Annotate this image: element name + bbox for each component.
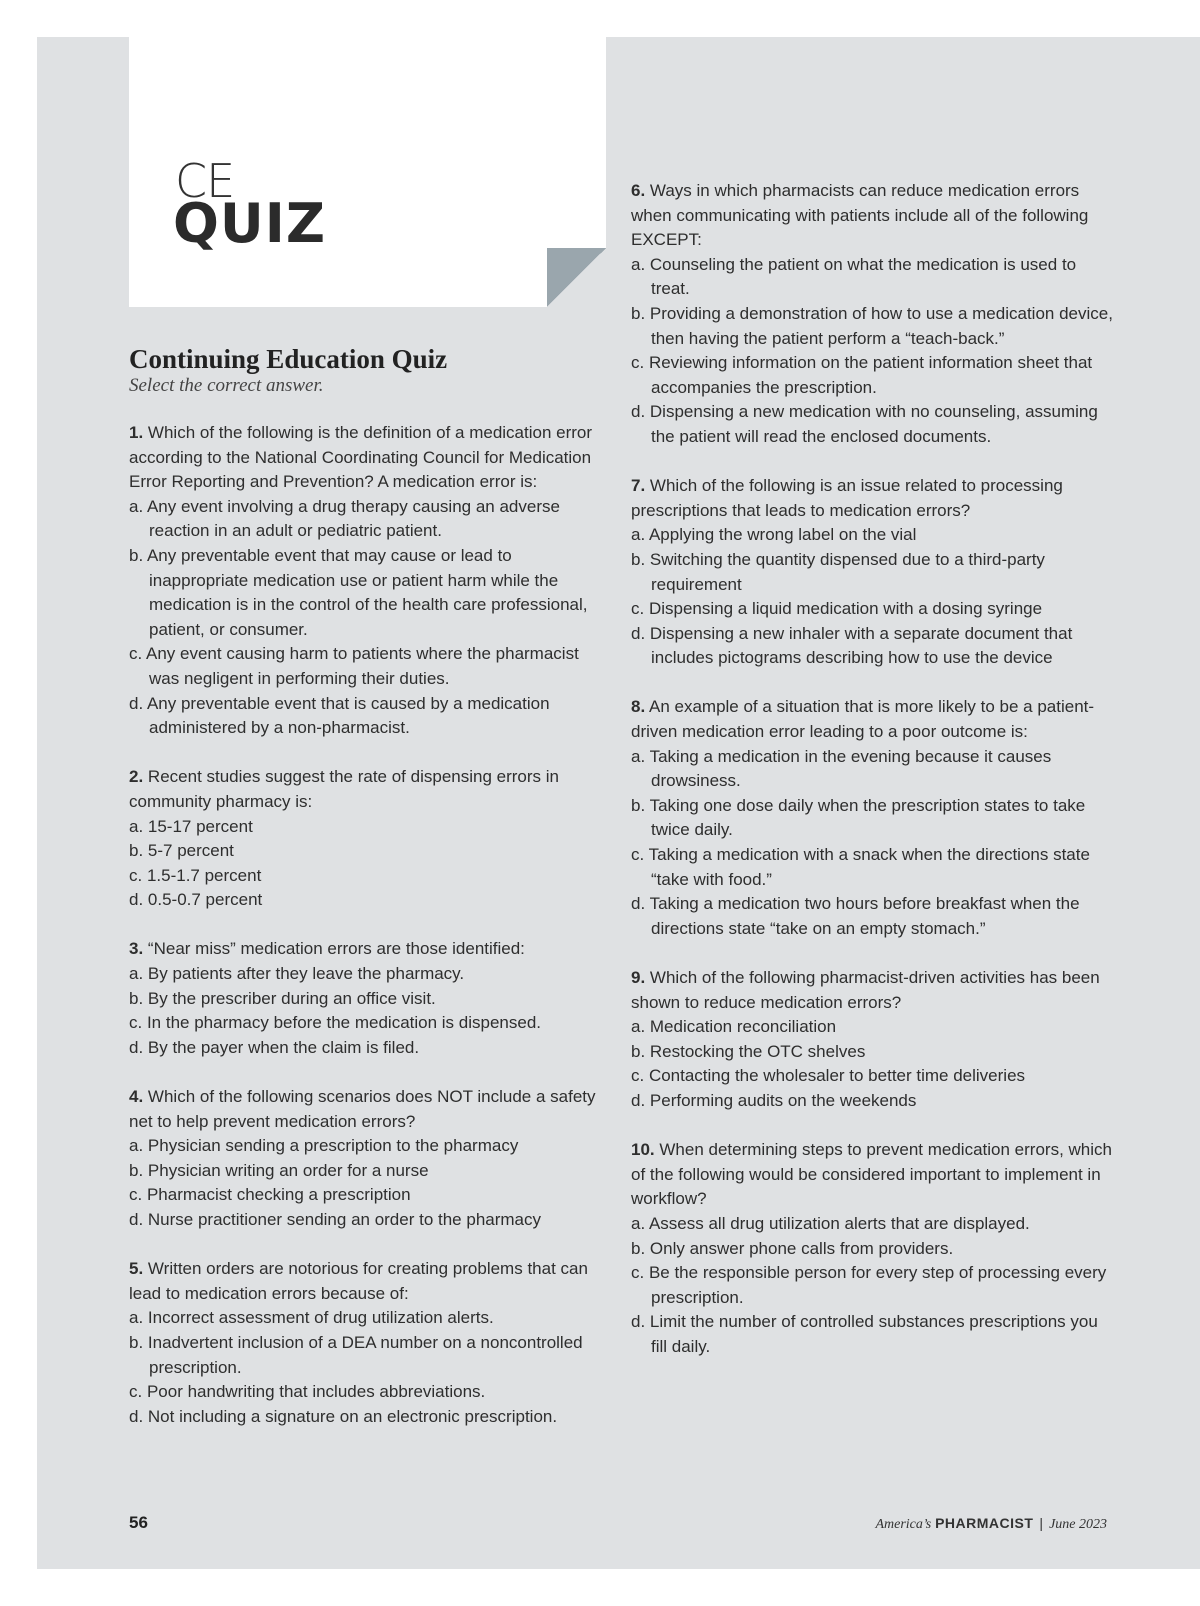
question-text: When determining steps to prevent medication errors, which of the following would be considered important to implement in workflow? — [631, 1140, 1112, 1209]
answer-option[interactable]: d. Taking a medication two hours before breakfast when the directions state “take on an empty stomach.” — [631, 894, 1080, 938]
question-text: An example of a situation that is more likely to be a patient-driven medication error leading to a poor outcome is: — [631, 697, 1095, 742]
publication-footer — [875, 1515, 1107, 1533]
question-number: 2. — [129, 767, 144, 787]
answer-option[interactable]: a. Counseling the patient on what the medication is used to treat. — [631, 254, 1077, 299]
answer-option[interactable]: b. By the prescriber during an office visit. — [129, 988, 436, 1008]
answer-option[interactable]: a. Taking a medication in the evening because it causes drowsiness. — [631, 746, 1052, 791]
answer-option[interactable]: c. Any event causing harm to patients where the pharmacist was negligent in performing their duties. — [129, 644, 579, 688]
question-6 — [631, 179, 1113, 450]
answer-option[interactable]: d. Dispensing a new medication with no counseling, assuming the patient will read the enclosed documents. — [631, 402, 1098, 446]
question-2 — [129, 765, 609, 913]
question-8 — [631, 695, 1113, 941]
question-number: 9. — [631, 968, 646, 987]
answer-option[interactable]: d. Performing audits on the weekends — [631, 1090, 917, 1110]
answer-option[interactable]: d. By the payer when the claim is filed. — [129, 1037, 420, 1057]
question-4 — [129, 1085, 609, 1233]
answer-option[interactable]: c. Reviewing information on the patient information sheet that accompanies the prescription. — [631, 353, 1093, 397]
header-quiz: QUIZ — [173, 192, 327, 255]
question-10 — [631, 1138, 1113, 1359]
answer-option[interactable]: a. 15-17 percent — [129, 816, 253, 836]
answer-option[interactable]: b. Switching the quantity dispensed due to a third-party requirement — [631, 549, 1045, 594]
answer-option[interactable]: a. Assess all drug utilization alerts that are displayed. — [631, 1213, 1030, 1233]
answer-option[interactable]: d. Dispensing a new inhaler with a separate document that includes pictograms describing how to use the device — [631, 623, 1073, 668]
answer-option[interactable]: a. Physician sending a prescription to the pharmacy — [129, 1136, 519, 1156]
page-number: 56 — [129, 1513, 148, 1532]
section-title: Continuing Education Quiz — [129, 344, 448, 374]
section-subtitle: Select the correct answer. — [129, 375, 324, 396]
question-number: 6. — [631, 181, 646, 200]
question-text: Recent studies suggest the rate of dispensing errors in community pharmacy is: — [129, 767, 559, 811]
question-text: Written orders are notorious for creating problems that can lead to medication errors because of: — [129, 1259, 588, 1303]
corner-fold-decoration — [547, 248, 606, 307]
question-text: Which of the following pharmacist-driven activities has been shown to reduce medication errors? — [631, 968, 1100, 1012]
answer-option[interactable]: c. Poor handwriting that includes abbreviations. — [129, 1382, 486, 1402]
left-column — [129, 343, 609, 1454]
question-number: 3. — [129, 939, 144, 959]
right-column — [631, 179, 1113, 1384]
answer-option[interactable]: a. Incorrect assessment of drug utilization alerts. — [129, 1308, 494, 1328]
question-text: Which of the following scenarios does NOT include a safety net to help prevent medication errors? — [129, 1087, 596, 1131]
footer-separator: | — [1039, 1515, 1044, 1531]
answer-option[interactable]: a. Applying the wrong label on the vial — [631, 525, 917, 545]
question-text: Ways in which pharmacists can reduce medication errors when communicating with patients include all of the following EXCEPT: — [631, 181, 1089, 250]
answer-option[interactable]: b. Providing a demonstration of how to use a medication device, then having the patient perform a “teach-back.” — [631, 303, 1113, 348]
answer-option[interactable]: b. Only answer phone calls from providers. — [631, 1238, 954, 1258]
question-number: 7. — [631, 476, 646, 496]
answer-option[interactable]: c. In the pharmacy before the medication is dispensed. — [129, 1013, 542, 1033]
answer-option[interactable]: b. Physician writing an order for a nurse — [129, 1160, 429, 1180]
answer-option[interactable]: c. Be the responsible person for every step of processing every prescription. — [631, 1263, 1107, 1307]
answer-option[interactable]: b. Restocking the OTC shelves — [631, 1041, 866, 1061]
answer-option[interactable]: b. 5-7 percent — [129, 841, 234, 861]
answer-option[interactable]: c. Taking a medication with a snack when the directions state “take with food.” — [631, 845, 1090, 889]
answer-option[interactable]: a. By patients after they leave the pharmacy. — [129, 964, 465, 984]
question-text: “Near miss” medication errors are those identified: — [147, 939, 525, 959]
answer-option[interactable]: c. Dispensing a liquid medication with a dosing syringe — [631, 599, 1043, 619]
answer-option[interactable]: d. 0.5-0.7 percent — [129, 890, 263, 910]
answer-option[interactable]: b. Any preventable event that may cause or lead to inappropriate medication use or patient harm while the medication is in the control of the health care professional, patient, or consumer. — [129, 545, 588, 639]
question-text: Which of the following is an issue related to processing prescriptions that leads to medication errors? — [631, 476, 1063, 520]
question-number: 5. — [129, 1259, 144, 1279]
publication-brand: PHARMACIST — [935, 1515, 1034, 1531]
question-9 — [631, 966, 1113, 1114]
question-number: 8. — [631, 697, 646, 717]
question-number: 4. — [129, 1087, 144, 1107]
question-3 — [129, 937, 609, 1060]
answer-option[interactable]: b. Inadvertent inclusion of a DEA number on a noncontrolled prescription. — [129, 1332, 583, 1377]
question-number: 10. — [631, 1140, 655, 1160]
answer-option[interactable]: c. 1.5-1.7 percent — [129, 865, 262, 885]
publication-prefix: America’s — [875, 1517, 932, 1532]
answer-option[interactable]: d. Not including a signature on an electronic prescription. — [129, 1406, 558, 1426]
publication-date: June 2023 — [1049, 1517, 1107, 1532]
question-1 — [129, 421, 609, 741]
answer-option[interactable]: d. Limit the number of controlled substances prescriptions you fill daily. — [631, 1312, 1098, 1356]
answer-option[interactable]: c. Pharmacist checking a prescription — [129, 1185, 411, 1205]
answer-option[interactable]: a. Any event involving a drug therapy causing an adverse reaction in an adult or pediatric patient. — [129, 496, 560, 541]
answer-option[interactable]: b. Taking one dose daily when the prescription states to take twice daily. — [631, 795, 1086, 840]
question-5 — [129, 1257, 609, 1429]
header-ce: CE — [175, 154, 235, 208]
question-7 — [631, 474, 1113, 671]
answer-option[interactable]: a. Medication reconciliation — [631, 1017, 837, 1037]
answer-option[interactable]: c. Contacting the wholesaler to better time deliveries — [631, 1066, 1026, 1086]
answer-option[interactable]: d. Nurse practitioner sending an order to the pharmacy — [129, 1210, 542, 1229]
question-number: 1. — [129, 423, 144, 442]
answer-option[interactable]: d. Any preventable event that is caused by a medication administered by a non-pharmacist. — [129, 693, 550, 738]
question-text: Which of the following is the definition of a medication error according to the National Coordinating Council for Medication Error Reporting and Prevention? A medication error is: — [129, 423, 593, 492]
